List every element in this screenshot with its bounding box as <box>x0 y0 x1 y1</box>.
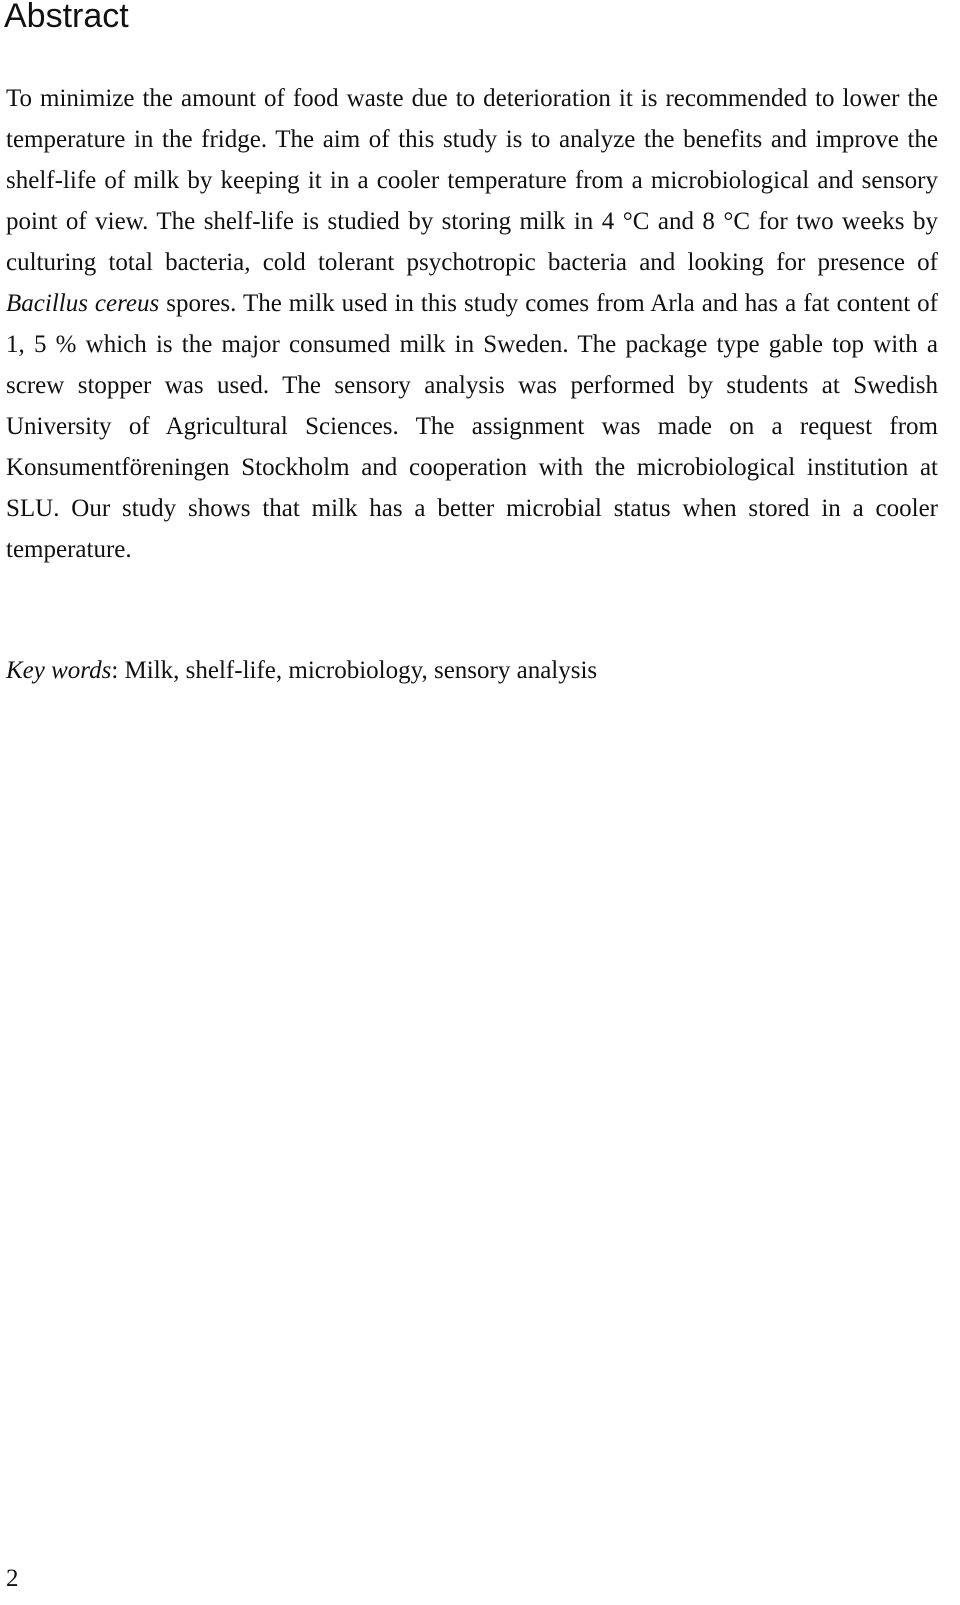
page-number: 2 <box>6 1565 19 1592</box>
abstract-text-part-2: spores. The milk used in this study comes from Arla and has a fat content of 1, 5 % which is the major consumed milk in Sweden. The package type gable top with a screw stopper was used. The sensory analysis was performed by students at Swedish University of Agricultural Sciences. The assignment was made on a request from Konsumentföreningen Stockholm and cooperation with the microbiological institution at SLU. Our study shows that milk has a better microbial status when stored in a cooler temperature. <box>6 290 938 563</box>
abstract-paragraph <box>6 78 938 570</box>
species-name: Bacillus cereus <box>6 290 160 317</box>
keywords-label: Key words <box>6 657 112 684</box>
section-heading: Abstract <box>4 0 129 35</box>
keywords-separator: : <box>111 657 125 684</box>
abstract-text-part-1: To minimize the amount of food waste due to deterioration it is recommended to lower the temperature in the fridge. The aim of this study is to analyze the benefits and improve the shelf-life of milk by keeping it in a cooler temperature from a microbiological and sensory point of view. The shelf-life is studied by storing milk in 4 °C and 8 °C for two weeks by culturing total bacteria, cold tolerant psychotropic bacteria and looking for presence of <box>6 85 938 276</box>
keywords-line <box>6 650 938 691</box>
keywords-text: Milk, shelf-life, microbiology, sensory analysis <box>124 657 598 684</box>
